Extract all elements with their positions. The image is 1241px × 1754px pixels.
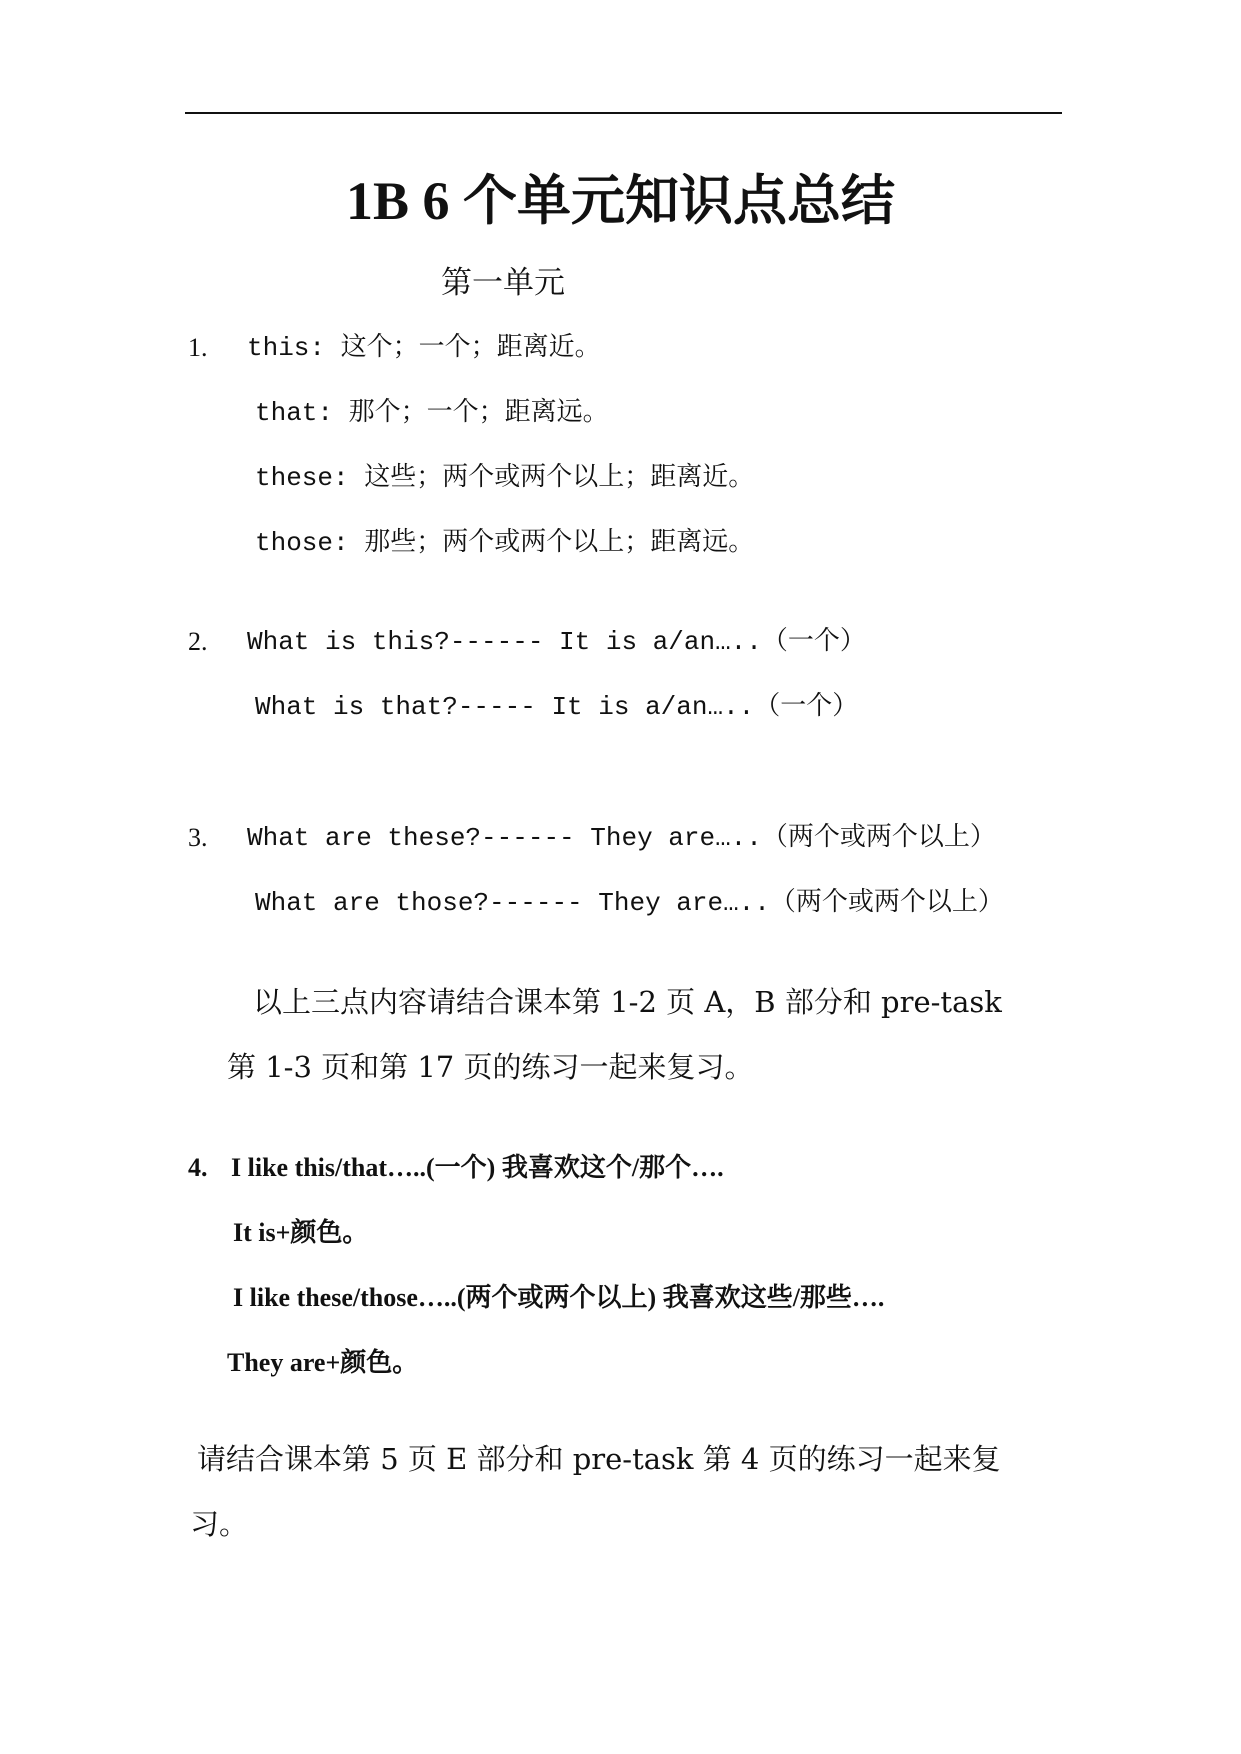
item-number-4: 4. [188,1153,208,1182]
item-4-line-1: I like this/that…..(一个) 我喜欢这个/那个…. [231,1153,724,1182]
header-rule [185,112,1062,114]
item-1-line-3: these: 这些；两个或两个以上；距离近。 [255,463,755,493]
item-3-line-2: What are those?------ They are…..（两个或两个以上） [255,888,1004,918]
item-3-line-1: What are these?------ They are…..（两个或两个以上） [247,823,996,853]
document-title: 1B 6 个单元知识点总结 [345,171,896,231]
item-4-line-2: It is+颜色。 [233,1218,369,1247]
item-number-3: 3. [188,823,208,852]
item-1-line-2: that: 那个；一个；距离远。 [255,398,609,428]
item-number-1: 1. [188,333,208,362]
item-4-line-3: I like these/those…..(两个或两个以上) 我喜欢这些/那些…. [233,1283,885,1312]
item-number-2: 2. [188,627,208,656]
item-2-line-1: What is this?------ It is a/an…..（一个） [247,627,866,657]
item-1-line-4: those: 那些；两个或两个以上；距离远。 [255,528,755,558]
unit-heading: 第一单元 [441,265,565,301]
review-note-2-line-1: 请结合课本第 5 页 E 部分和 pre-task 第 4 页的练习一起来复 [197,1442,1001,1476]
item-1-line-1: this: 这个；一个；距离近。 [247,333,601,363]
item-4-line-4: They are+颜色。 [227,1348,419,1377]
review-note-1-line-2: 第 1-3 页和第 17 页的练习一起来复习。 [227,1050,754,1084]
review-note-1-line-1: 以上三点内容请结合课本第 1-2 页 A，B 部分和 pre-task [253,985,1002,1019]
item-2-line-2: What is that?----- It is a/an…..（一个） [255,692,859,722]
review-note-2-line-2: 习。 [190,1507,249,1541]
